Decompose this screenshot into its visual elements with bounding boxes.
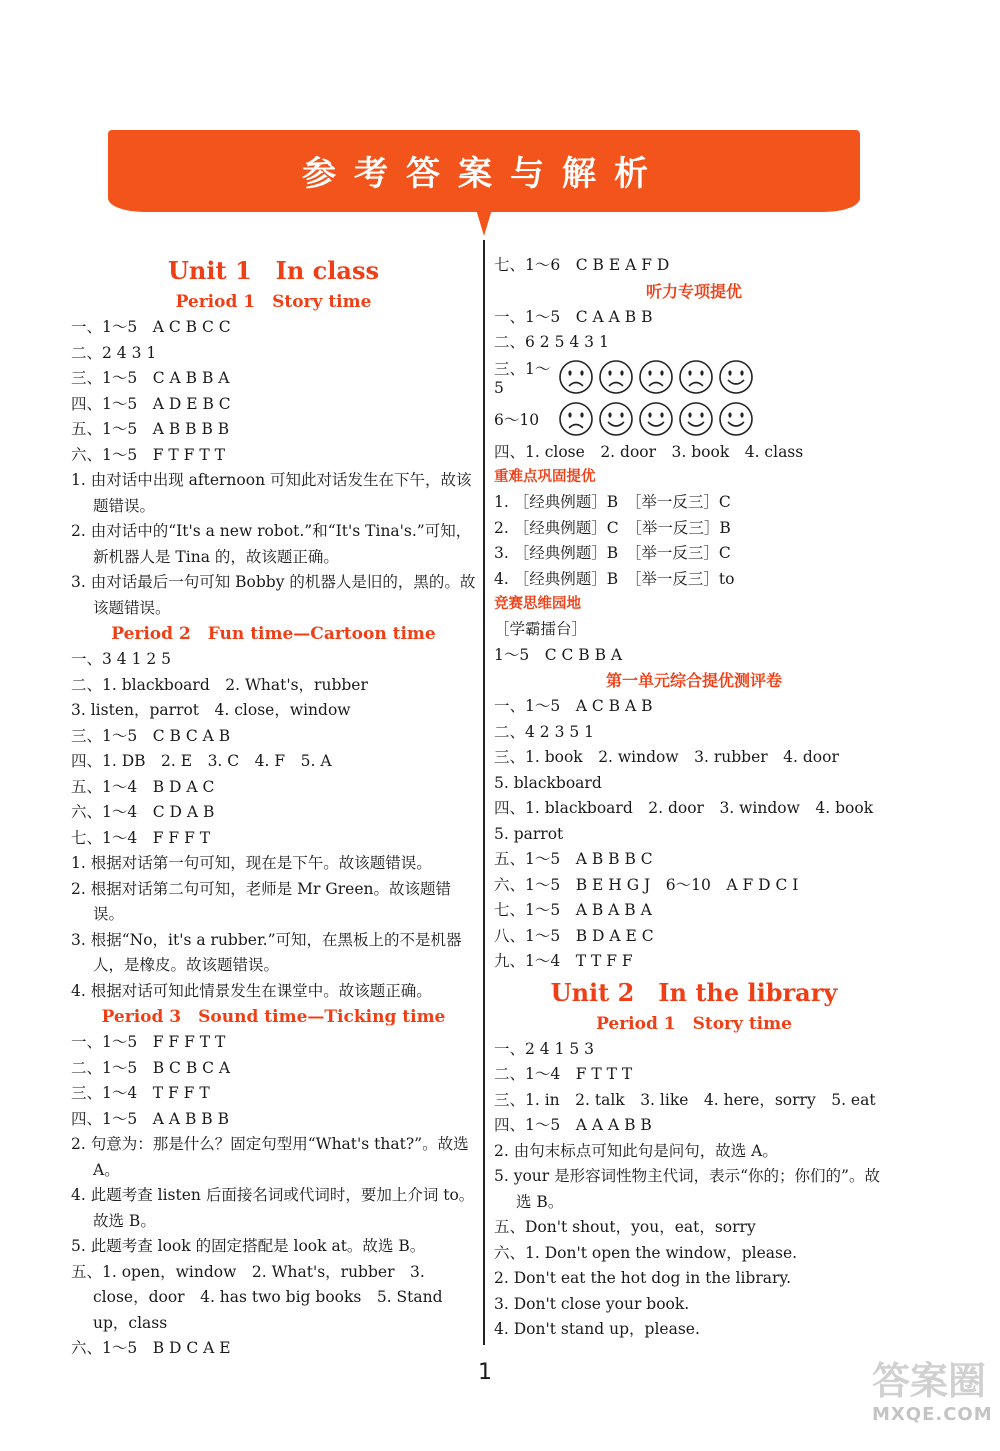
answer-list — [71, 647, 476, 1004]
answer-line: 七、1～4 F F F T — [71, 828, 211, 847]
answer-line: 三、1～5 C A B B A — [71, 369, 230, 387]
answer-line: 2. 句意为：那是什么？固定句型用“What's that?”。故选 A。 — [71, 1135, 469, 1179]
answer-line: 四、1. blackboard 2. door 3. window 4. book — [494, 799, 874, 817]
answer-line: 二、1～4 F T T T — [494, 1065, 633, 1083]
sad-face-icon — [558, 359, 594, 395]
answer-line: 一、1～5 F F F T T — [71, 1033, 226, 1051]
answer-line: 5. 此题考查 look 的固定搭配是 look at。故选 B。 — [71, 1237, 426, 1255]
section-title: 第一单元综合提优测评卷 — [605, 671, 782, 690]
smiley-face-icon — [718, 359, 754, 395]
answer-line: 一、1～5 A C B C C — [71, 318, 231, 336]
watermark-url: MXQE.COM — [872, 1404, 993, 1425]
answer-line: 五、1～4 B D A C — [71, 777, 215, 796]
answer-list — [494, 490, 894, 592]
answer-line: 一、1～5 C A A B B — [494, 307, 653, 326]
answer-line: 5. blackboard — [494, 773, 602, 792]
period-title: Period 1 Story time — [596, 1013, 792, 1034]
banner-notch — [475, 206, 493, 236]
answer-list — [494, 440, 894, 466]
answer-line: 三、1. book 2. window 3. rubber 4. door — [494, 748, 839, 766]
answer-line: 二、6 2 5 4 3 1 — [494, 333, 609, 351]
unit-title: Unit 1 In class — [168, 256, 379, 285]
answer-line: 3. 由对话最后一句可知 Bobby 的机器人是旧的，黑的。故该题错误。 — [71, 573, 476, 617]
section-title: 听力专项提优 — [645, 281, 742, 301]
answer-line: 4. 此题考查 listen 后面接名词或代词时，要加上介词 to。故选 B。 — [71, 1186, 475, 1230]
answer-line: 六、1～5 F T F T T — [71, 445, 225, 464]
answer-list — [494, 1037, 894, 1343]
period-title: Period 3 Sound time—Ticking time — [101, 1007, 446, 1027]
answer-line: 一、3 4 1 2 5 — [71, 650, 172, 668]
smiley-face-icon — [678, 401, 714, 437]
faces-label: 6～10 — [494, 410, 540, 429]
answer-line: 3. listen，parrot 4. close，window — [71, 701, 351, 719]
answer-line: 一、1～5 A C B A B — [494, 697, 653, 715]
answer-list — [494, 694, 894, 975]
faces-row — [494, 356, 894, 398]
answer-line: 4. 根据对话可知此情景发生在课堂中。故该题正确。 — [71, 981, 432, 1000]
answer-line: 5. parrot — [494, 824, 564, 843]
sad-face-icon — [678, 359, 714, 395]
answer-line: 四、1～5 A A A B B — [494, 1116, 652, 1134]
answer-line: 3. Don't close your book. — [494, 1294, 690, 1313]
answer-line: 六、1～4 C D A B — [71, 803, 215, 821]
answer-line: 2. 由对话中的“It's a new robot.”和“It's Tina's.”可知，新机器人是 Tina 的，故该题正确。 — [71, 522, 472, 566]
answer-line: 1～5 C C B B A — [494, 645, 623, 664]
answer-line: 四、1. DB 2. E 3. C 4. F 5. A — [71, 752, 332, 770]
answer-line: 四、1～5 A D E B C — [71, 394, 231, 413]
answer-line: 4. Don't stand up，please. — [494, 1320, 700, 1338]
answer-line: 五、1～5 A B B B C — [494, 850, 653, 868]
answer-line: 三、1. in 2. talk 3. like 4. here，sorry 5. eat — [494, 1090, 876, 1109]
answer-line: 六、1. Don't open the window，please. — [494, 1243, 798, 1262]
answer-line: 四、1～5 A A B B B — [71, 1109, 229, 1128]
answer-line: 七、1～5 A B A B A — [494, 901, 652, 919]
answer-line: 二、2 4 3 1 — [71, 343, 157, 362]
answer-line: 1. 根据对话第一句可知，现在是下午。故该题错误。 — [71, 854, 432, 872]
answer-line: 一、2 4 1 5 3 — [494, 1039, 595, 1058]
watermark — [872, 1358, 993, 1442]
answer-line: 七、1～6 C B E A F D — [494, 256, 670, 274]
sad-face-icon — [638, 359, 674, 395]
answer-line: 4. ［经典例题］B ［举一反三］to — [494, 569, 735, 588]
faces-row — [494, 398, 894, 440]
smiley-face-icon — [718, 401, 754, 437]
answer-list — [71, 315, 476, 621]
right-column — [494, 253, 894, 1343]
smiley-face-icon — [598, 401, 634, 437]
title-banner — [108, 130, 860, 212]
faces-group — [558, 401, 758, 437]
section-title: 竞赛思维园地 — [494, 596, 581, 612]
answer-line: 二、4 2 3 5 1 — [494, 722, 595, 741]
watermark-logo: 答案圈 — [872, 1359, 987, 1403]
left-column — [71, 253, 476, 1362]
section-title: 重难点巩固提优 — [494, 469, 596, 485]
answer-line: 3. ［经典例题］B ［举一反三］C — [494, 544, 731, 562]
answer-line: 九、1～4 T T F F — [494, 952, 633, 970]
faces-label: 三、1～5 — [494, 359, 551, 397]
sad-face-icon — [558, 401, 594, 437]
sad-face-icon — [598, 359, 634, 395]
page-number: 1 — [478, 1360, 492, 1385]
faces-group — [558, 359, 758, 395]
answer-list — [494, 253, 894, 279]
answer-line: 1. ［经典例题］B ［举一反三］C — [494, 493, 731, 511]
page-title: 参考答案与解析 — [302, 154, 666, 194]
answer-line: 四、1. close 2. door 3. book 4. class — [494, 442, 804, 461]
answer-line: 2. ［经典例题］C ［举一反三］B — [494, 518, 731, 537]
answer-line: 2. 根据对话第二句可知，老师是 Mr Green。故该题错误。 — [71, 879, 451, 923]
answer-line: 六、1～5 B E H G J 6～10 A F D C I — [494, 875, 799, 894]
answer-list — [494, 617, 894, 668]
answer-list — [494, 305, 894, 356]
answer-line: ［学霸擂台］ — [494, 620, 588, 638]
answer-line: 3. 根据“No，it's a rubber.”可知，在黑板上的不是机器人，是橡皮。故该题错误。 — [71, 930, 462, 974]
period-title: Period 2 Fun time—Cartoon time — [111, 624, 436, 644]
period-title: Period 1 Story time — [175, 292, 372, 312]
smiley-face-icon — [638, 401, 674, 437]
answer-line: 二、1～5 B C B C A — [71, 1058, 231, 1077]
answer-line: 八、1～5 B D A E C — [494, 926, 654, 945]
answer-line: 三、1～5 C B C A B — [71, 726, 231, 745]
answer-line: 五、Don't shout，you，eat，sorry — [494, 1218, 756, 1236]
answer-line: 六、1～5 B D C A E — [71, 1339, 231, 1357]
answer-line: 2. Don't eat the hot dog in the library. — [494, 1269, 792, 1287]
answer-line: 五、1. open，window 2. What's，rubber 3. close，door 4. has two big books 5. Stand up，class — [71, 1262, 443, 1332]
answer-line: 1. 由对话中出现 afternoon 可知此对话发生在下午，故该题错误。 — [71, 471, 472, 515]
answer-line: 二、1. blackboard 2. What's，rubber — [71, 675, 368, 694]
answer-line: 三、1～4 T F F T — [71, 1084, 210, 1102]
unit-title: Unit 2 In the library — [550, 977, 838, 1007]
answer-line: 5. your 是形容词性物主代词，表示“你的；你们的”。故选 B。 — [494, 1167, 880, 1211]
column-divider — [483, 240, 485, 1345]
answer-line: 五、1～5 A B B B B — [71, 420, 230, 438]
answer-list — [71, 1030, 476, 1362]
answer-line: 2. 由句末标点可知此句是问句，故选 A。 — [494, 1141, 778, 1160]
